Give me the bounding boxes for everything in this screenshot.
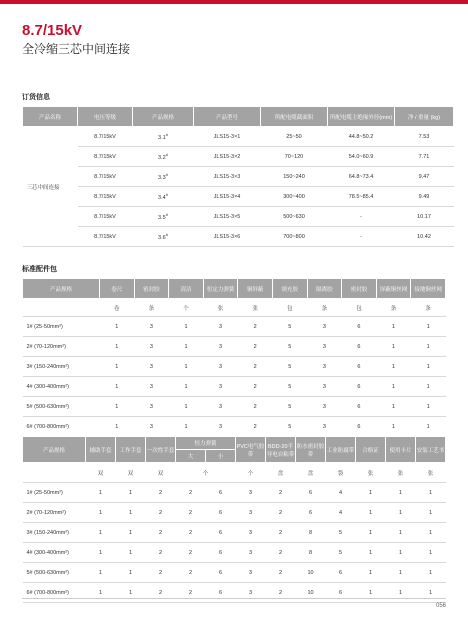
table-cell: 1 <box>376 377 411 397</box>
table-cell: 500~630 <box>261 207 328 227</box>
table-cell: 1 <box>100 337 135 357</box>
unit-cell: 卷 <box>100 299 135 317</box>
table-cell: JLS15-3×6 <box>194 227 261 247</box>
table-cell: 2 <box>146 503 176 523</box>
superscript: # <box>165 232 168 238</box>
table-cell: 3 <box>307 377 342 397</box>
sub-header: 大 <box>176 450 206 463</box>
column-header: PVC电气胶带 <box>236 437 266 463</box>
table-row <box>23 543 446 563</box>
column-header: 使用卡片 <box>386 437 416 463</box>
column-header: 隔离胶 <box>307 279 342 299</box>
table-cell: JLS15-3×4 <box>194 187 261 207</box>
table-cell: 6 <box>206 543 236 563</box>
table-cell: 1 <box>116 483 146 503</box>
unit-cell: 个 <box>236 463 266 483</box>
table-cell: 3.2# <box>133 147 194 167</box>
table-cell: 1 <box>386 523 416 543</box>
table-cell: 8.7/15kV <box>78 127 133 147</box>
table-cell: 4 <box>326 483 356 503</box>
column-header: 密封胶 <box>134 279 169 299</box>
table-cell: 2 <box>266 503 296 523</box>
table-cell: 1 <box>356 483 386 503</box>
table-cell: 70~120 <box>261 147 328 167</box>
table-cell: 2 <box>176 543 206 563</box>
unit-cell <box>23 463 86 483</box>
table-cell: 1 <box>416 483 446 503</box>
unit-cell: 张 <box>416 463 446 483</box>
superscript: # <box>165 152 168 158</box>
table-cell: 2 <box>146 543 176 563</box>
table-cell: 6 <box>326 563 356 583</box>
table-cell: 1 <box>356 583 386 603</box>
table-cell: 3 <box>307 337 342 357</box>
table-cell: 1 <box>169 317 204 337</box>
superscript: # <box>165 132 168 138</box>
page-number: 056 <box>435 603 446 609</box>
table-cell: 2 <box>238 357 273 377</box>
superscript: # <box>165 192 168 198</box>
table-cell: 64.8~73.4 <box>328 167 395 187</box>
table-cell: 2# (70-120mm²) <box>23 503 86 523</box>
table-cell: 3 <box>236 583 266 603</box>
table-cell: 6 <box>206 503 236 523</box>
column-header: 产品规格 <box>23 437 86 463</box>
unit-cell: 条 <box>134 299 169 317</box>
table-cell: 5# (500-630mm²) <box>23 563 86 583</box>
product-name-cell: 三芯中间连接 <box>23 127 78 247</box>
table-cell: 1 <box>86 563 116 583</box>
table-row <box>23 147 454 167</box>
superscript: # <box>165 212 168 218</box>
table-cell: 8 <box>296 523 326 543</box>
table-cell: 1 <box>376 417 411 437</box>
table-cell: 1 <box>86 523 116 543</box>
table-cell: 3 <box>134 417 169 437</box>
table-cell: 8.7/15kV <box>78 187 133 207</box>
table-cell: 10.42 <box>395 227 454 247</box>
table-cell: 1 <box>86 543 116 563</box>
table-row <box>23 377 446 397</box>
table-cell: 6 <box>342 317 377 337</box>
column-header: 卷尺 <box>100 279 135 299</box>
table-cell: 1 <box>376 357 411 377</box>
table-cell: 4# (300-400mm²) <box>23 377 100 397</box>
table-cell: 6 <box>326 583 356 603</box>
table-cell: 7.53 <box>395 127 454 147</box>
table-cell: 2 <box>266 583 296 603</box>
table-cell: 8.7/15kV <box>78 167 133 187</box>
table-cell: 1 <box>169 377 204 397</box>
unit-cell: 张 <box>356 463 386 483</box>
table-cell: 2 <box>176 563 206 583</box>
table-cell: 1 <box>416 543 446 563</box>
table-cell: 3 <box>134 317 169 337</box>
unit-cell: 盘 <box>296 463 326 483</box>
table-cell: 1 <box>416 503 446 523</box>
unit-cell: 双 <box>146 463 176 483</box>
table-cell: 1 <box>386 563 416 583</box>
table-cell: 4 <box>326 503 356 523</box>
superscript: # <box>165 172 168 178</box>
table-cell: 6 <box>206 523 236 543</box>
table-cell: 1 <box>100 357 135 377</box>
table-cell: 8.7/15kV <box>78 207 133 227</box>
table-cell: 3# (150-240mm²) <box>23 357 100 377</box>
table-cell: 2 <box>176 483 206 503</box>
unit-cell: 条 <box>307 299 342 317</box>
table-cell: 2 <box>238 397 273 417</box>
table-cell: 2 <box>266 523 296 543</box>
column-header: 工业防腐带 <box>326 437 356 463</box>
table-cell: 3.4# <box>133 187 194 207</box>
table-cell: JLS15-3×3 <box>194 167 261 187</box>
table-cell: 1 <box>411 357 446 377</box>
column-header: 清洁 <box>169 279 204 299</box>
table-cell: 1 <box>386 583 416 603</box>
table-row <box>23 227 454 247</box>
table-cell: 3 <box>236 563 266 583</box>
column-header: 恒定力弹簧 <box>203 279 238 299</box>
table-cell: 10 <box>296 563 326 583</box>
column-header: 屏蔽铜丝网 <box>376 279 411 299</box>
table-cell: 1 <box>386 543 416 563</box>
table-cell: 1 <box>376 317 411 337</box>
unit-cell: 条 <box>376 299 411 317</box>
table-cell: 1 <box>386 503 416 523</box>
table-cell: 1 <box>376 337 411 357</box>
table-cell: 2 <box>176 523 206 543</box>
column-header: 电压等级 <box>78 107 133 127</box>
unit-cell: 条 <box>411 299 446 317</box>
page-subtitle: 全冷缩三芯中间连接 <box>22 42 131 56</box>
table-cell: 1 <box>411 417 446 437</box>
table-cell: 8 <box>296 543 326 563</box>
table-row <box>23 167 454 187</box>
column-header: 填充胶 <box>272 279 307 299</box>
table-cell: 2 <box>146 483 176 503</box>
table-cell: 3 <box>236 543 266 563</box>
table-cell: 3.6# <box>133 227 194 247</box>
table-cell: 6 <box>342 397 377 417</box>
table-cell: 3.1# <box>133 127 194 147</box>
column-header: 工作手套 <box>116 437 146 463</box>
table-cell: 1 <box>356 563 386 583</box>
table-cell: 54.0~60.9 <box>328 147 395 167</box>
table-cell: 1 <box>116 503 146 523</box>
table-cell: 1 <box>86 503 116 523</box>
table-cell: 2 <box>146 523 176 543</box>
table-cell: 2 <box>238 337 273 357</box>
unit-cell: 盘 <box>266 463 296 483</box>
table-cell: 1 <box>100 417 135 437</box>
table-cell: 3 <box>203 397 238 417</box>
table-cell: 8.7/15kV <box>78 147 133 167</box>
table-cell: 1 <box>411 337 446 357</box>
table-cell: 1 <box>356 523 386 543</box>
table-cell: 5 <box>326 543 356 563</box>
sub-header: 小 <box>206 450 236 463</box>
table-cell: 25~50 <box>261 127 328 147</box>
table-cell: 1 <box>116 563 146 583</box>
table-cell: 300~400 <box>261 187 328 207</box>
unit-cell: 包 <box>342 299 377 317</box>
column-header: 辅助手套 <box>86 437 116 463</box>
table-cell: 1 <box>100 377 135 397</box>
table-row <box>23 583 446 603</box>
column-header: 所配电缆主绝缘外径(mm) <box>328 107 395 127</box>
table-cell: 2 <box>238 417 273 437</box>
table-cell: 2 <box>266 563 296 583</box>
unit-cell: 包 <box>272 299 307 317</box>
table-cell: 10.17 <box>395 207 454 227</box>
table-cell: 3 <box>134 397 169 417</box>
table-cell: 5# (500-630mm²) <box>23 397 100 417</box>
table-cell: 3 <box>236 523 266 543</box>
table-cell: 6 <box>342 337 377 357</box>
table-cell: 3 <box>307 317 342 337</box>
column-header: 产品型号 <box>194 107 261 127</box>
table-cell: 2 <box>266 483 296 503</box>
column-header: 产品规格 <box>133 107 194 127</box>
unit-cell: 张 <box>386 463 416 483</box>
table-cell: 6 <box>206 583 236 603</box>
table-row <box>23 127 454 147</box>
table-cell: 1 <box>116 543 146 563</box>
table-cell: 3 <box>134 377 169 397</box>
table-cell: 4# (300-400mm²) <box>23 543 86 563</box>
table-cell: 6 <box>296 483 326 503</box>
unit-cell <box>23 299 100 317</box>
column-header: 恒力弹簧 <box>176 437 236 450</box>
table-cell: 5 <box>272 417 307 437</box>
table-cell: 1 <box>86 483 116 503</box>
table-cell: 150~240 <box>261 167 328 187</box>
table-cell: - <box>328 227 395 247</box>
table-cell: JLS15-3×1 <box>194 127 261 147</box>
table-cell: 1 <box>169 357 204 377</box>
table-cell: 1 <box>386 483 416 503</box>
table-cell: 3# (150-240mm²) <box>23 523 86 543</box>
table-cell: 6 <box>296 503 326 523</box>
table-cell: 1 <box>116 583 146 603</box>
unit-cell: 张 <box>203 299 238 317</box>
table-cell: 1 <box>116 523 146 543</box>
column-header: 安装工艺书 <box>416 437 446 463</box>
table-cell: 2 <box>146 583 176 603</box>
table-cell: 1 <box>411 397 446 417</box>
table-cell: 5 <box>272 337 307 357</box>
column-header: 密封胶 <box>342 279 377 299</box>
table-row <box>23 207 454 227</box>
table-cell: 1 <box>416 583 446 603</box>
table-cell: 6 <box>342 357 377 377</box>
table-cell: 1 <box>100 397 135 417</box>
table-cell: 6 <box>342 417 377 437</box>
table-cell: 1 <box>416 523 446 543</box>
table-cell: 44.8~50.2 <box>328 127 395 147</box>
table-cell: 1 <box>356 543 386 563</box>
table-cell: 2 <box>176 583 206 603</box>
table-cell: 1 <box>376 397 411 417</box>
table-cell: 6 <box>342 377 377 397</box>
column-header: 产品名称 <box>23 107 78 127</box>
table-cell: 1 <box>100 317 135 337</box>
unit-cell: 双 <box>116 463 146 483</box>
column-header: 接地铜丝网 <box>411 279 446 299</box>
table-cell: 2 <box>146 563 176 583</box>
table-cell: 1# (25-50mm²) <box>23 317 100 337</box>
table-cell: 3 <box>134 357 169 377</box>
table-cell: 5 <box>272 397 307 417</box>
table-cell: 3 <box>203 357 238 377</box>
table-cell: 3 <box>203 317 238 337</box>
table-cell: 5 <box>272 377 307 397</box>
table-cell: 5 <box>326 523 356 543</box>
table-cell: 1 <box>356 503 386 523</box>
top-accent-bar <box>0 0 468 4</box>
column-header: 所配电缆截面积 <box>261 107 328 127</box>
footer-divider <box>22 598 446 599</box>
standard-kit-table <box>22 278 446 437</box>
table-row <box>23 357 446 377</box>
table-cell: 3 <box>203 377 238 397</box>
accessory-table <box>22 436 446 603</box>
table-cell: 7.71 <box>395 147 454 167</box>
table-cell: 1 <box>86 583 116 603</box>
table-row <box>23 563 446 583</box>
column-header: 铜屏蔽 <box>238 279 273 299</box>
table-row <box>23 337 446 357</box>
table-cell: 1 <box>169 337 204 357</box>
table-cell: 3 <box>236 483 266 503</box>
table-cell: 1 <box>411 377 446 397</box>
table-cell: 2# (70-120mm²) <box>23 337 100 357</box>
table-cell: 9.49 <box>395 187 454 207</box>
column-header: 净 / 重量 (kg) <box>395 107 454 127</box>
table-cell: 1 <box>169 397 204 417</box>
column-header: 合格证 <box>356 437 386 463</box>
order-table <box>22 106 454 247</box>
table-cell: 3 <box>307 417 342 437</box>
table-cell: 3.3# <box>133 167 194 187</box>
table-cell: 78.5~85.4 <box>328 187 395 207</box>
table-cell: 3 <box>307 397 342 417</box>
table-cell: 3 <box>236 503 266 523</box>
table-cell: 10 <box>296 583 326 603</box>
std-section-title: 标准配件包 <box>22 266 57 273</box>
table-cell: 3 <box>203 337 238 357</box>
table-cell: 2 <box>176 503 206 523</box>
table-cell: 3.5# <box>133 207 194 227</box>
table-cell: - <box>328 207 395 227</box>
table-cell: 3 <box>134 337 169 357</box>
column-header: BDD-20半导电自粘带 <box>266 437 296 463</box>
table-cell: JLS15-3×2 <box>194 147 261 167</box>
table-row <box>23 483 446 503</box>
column-header: 防水密封胶带 <box>296 437 326 463</box>
table-cell: 3 <box>203 417 238 437</box>
table-row <box>23 317 446 337</box>
table-row <box>23 417 446 437</box>
table-cell: 6# (700-800mm²) <box>23 417 100 437</box>
table-cell: 6# (700-800mm²) <box>23 583 86 603</box>
table-cell: 6 <box>206 563 236 583</box>
table-cell: 5 <box>272 357 307 377</box>
table-cell: 2 <box>238 377 273 397</box>
table-row <box>23 187 454 207</box>
table-cell: 1# (25-50mm²) <box>23 483 86 503</box>
unit-cell: 袋 <box>326 463 356 483</box>
unit-cell: 个 <box>169 299 204 317</box>
table-cell: 9.47 <box>395 167 454 187</box>
table-cell: 8.7/15kV <box>78 227 133 247</box>
order-section-title: 订货信息 <box>22 94 50 101</box>
table-row <box>23 523 446 543</box>
table-cell: 2 <box>266 543 296 563</box>
table-row <box>23 503 446 523</box>
column-header: 产品规格 <box>23 279 100 299</box>
table-row <box>23 397 446 417</box>
unit-cell: 张 <box>238 299 273 317</box>
table-cell: 1 <box>416 563 446 583</box>
table-cell: 1 <box>411 317 446 337</box>
table-cell: 1 <box>169 417 204 437</box>
unit-cell: 双 <box>86 463 116 483</box>
table-cell: 6 <box>206 483 236 503</box>
page-title: 8.7/15kV <box>22 22 83 39</box>
table-cell: 2 <box>238 317 273 337</box>
table-cell: 5 <box>272 317 307 337</box>
unit-cell: 个 <box>176 463 236 483</box>
table-cell: JLS15-3×5 <box>194 207 261 227</box>
table-cell: 700~800 <box>261 227 328 247</box>
table-cell: 3 <box>307 357 342 377</box>
column-header: 一次性手套 <box>146 437 176 463</box>
